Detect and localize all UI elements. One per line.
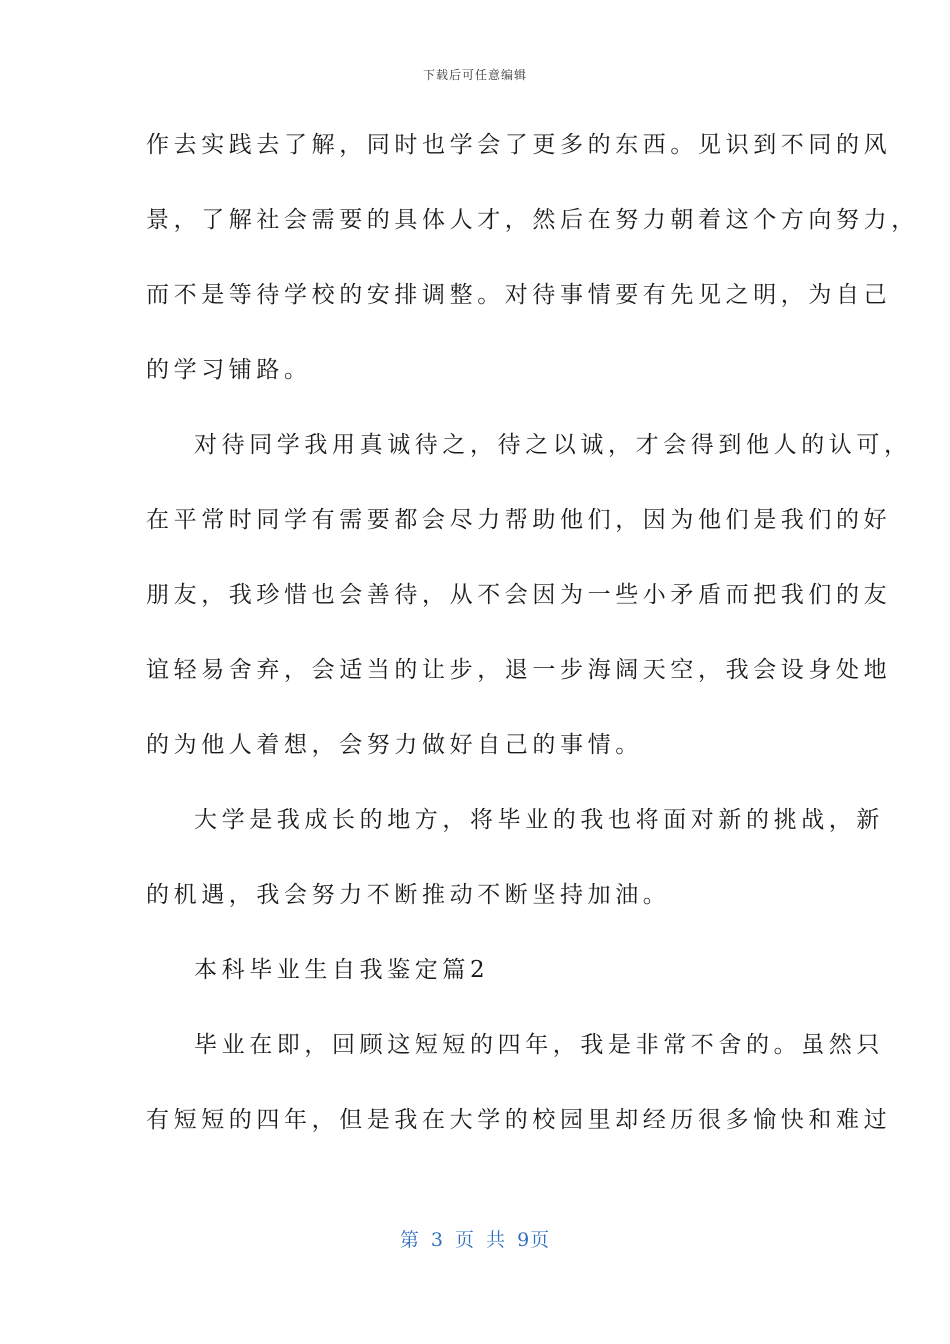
paragraph-line: 的为他人着想，会努力做好自己的事情。	[146, 732, 643, 758]
document-body	[146, 120, 919, 1170]
paragraph-line: 朋友，我珍惜也会善待，从不会因为一些小矛盾而把我们的友	[146, 582, 892, 608]
paragraph-line: 谊轻易舍弃，会适当的让步，退一步海阔天空，我会设身处地	[146, 657, 892, 683]
paragraph-line: 有短短的四年，但是我在大学的校园里却经历很多愉快和难过	[146, 1107, 892, 1133]
section-heading: 本科毕业生自我鉴定篇2	[194, 957, 490, 983]
paragraph-line: 的学习铺路。	[146, 357, 312, 383]
paragraph-line: 作去实践去了解，同时也学会了更多的东西。见识到不同的风	[146, 132, 892, 158]
paragraph-line: 对待同学我用真诚待之，待之以诚，才会得到他人的认可，	[194, 432, 912, 458]
paragraph-line: 景，了解社会需要的具体人才，然后在努力朝着这个方向努力，	[146, 207, 919, 233]
paragraph-line: 毕业在即，回顾这短短的四年，我是非常不舍的。虽然只	[194, 1032, 884, 1058]
page-number: 第 3 页 共 9页	[399, 1229, 551, 1251]
page-header: 下载后可任意编辑	[422, 68, 527, 82]
paragraph-line: 而不是等待学校的安排调整。对待事情要有先见之明，为自己	[146, 282, 892, 308]
paragraph-line: 大学是我成长的地方，将毕业的我也将面对新的挑战，新	[194, 807, 884, 833]
paragraph-line: 的机遇，我会努力不断推动不断坚持加油。	[146, 882, 671, 908]
paragraph-line: 在平常时同学有需要都会尽力帮助他们，因为他们是我们的好	[146, 507, 892, 533]
